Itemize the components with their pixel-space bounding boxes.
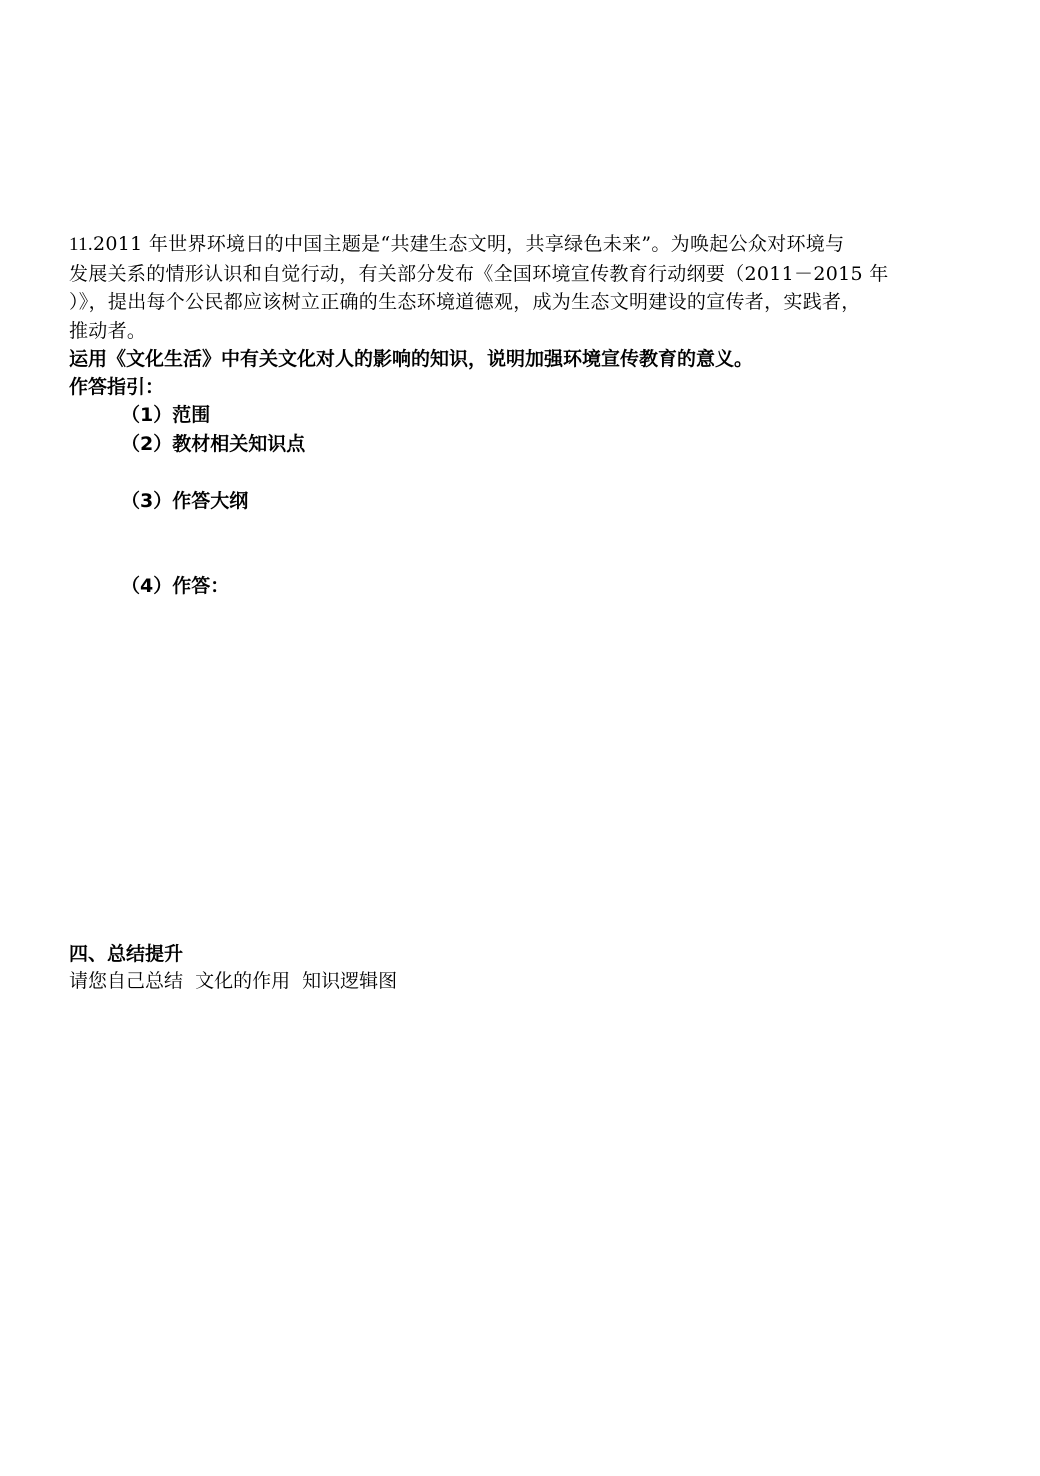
guide-item-knowledge-points: （2）教材相关知识点 [121, 433, 306, 455]
question-line-2: 发展关系的情形认识和自觉行动，有关部分发布《全国环境宣传教育行动纲要（2011－2015 年 [69, 262, 889, 285]
guide-title: 作答指引： [69, 376, 165, 398]
question-line-1-text: 2011 年世界环境日的中国主题是“共建生态文明，共享绿色未来”。为唤起公众对环境与 [92, 233, 845, 255]
guide-item-scope: （1）范围 [121, 404, 211, 426]
section-4-heading: 四、总结提升 [69, 943, 184, 965]
section-4-instruction: 请您自己总结 文化的作用 知识逻辑图 [69, 970, 398, 992]
guide-item-answer: （4）作答： [121, 575, 230, 597]
question-line-4: 推动者。 [69, 319, 147, 342]
guide-item-outline: （3）作答大纲 [121, 490, 249, 512]
question-line-3: ）》，提出每个公民都应该树立正确的生态环境道德观，成为生态文明建设的宣传者，实践者， [69, 291, 861, 313]
question-11-text [69, 230, 974, 345]
question-number: 11. [69, 234, 93, 255]
question-prompt: 运用《文化生活》中有关文化对人的影响的知识，说明加强环境宣传教育的意义。 [69, 348, 754, 370]
question-line-1 [69, 230, 974, 260]
